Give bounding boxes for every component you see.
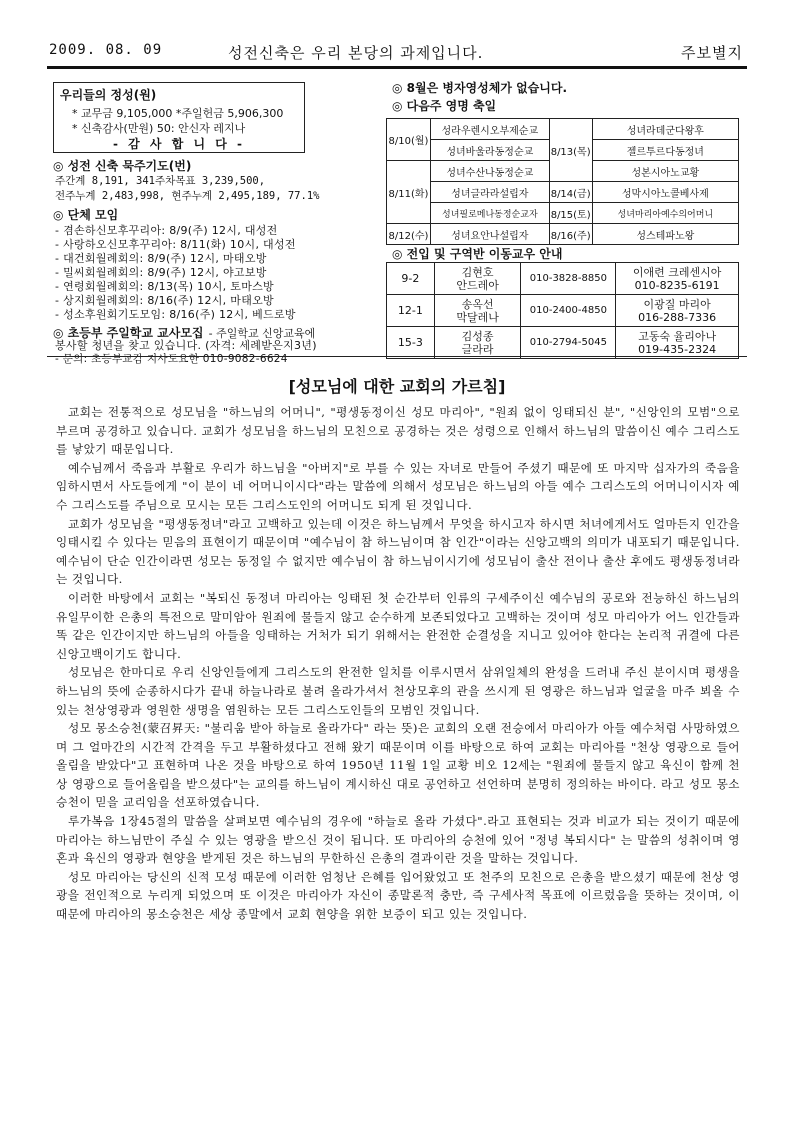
prayer-title: ◎ 성전 신축 묵주기도(번) xyxy=(53,159,192,173)
transfer-name xyxy=(434,263,521,295)
bulletin-date: 2009. 08. 09 xyxy=(49,42,163,58)
article-paragraph: 교회가 성모님을 "평생동정녀"라고 고백하고 있는데 이것은 하느님께서 무엇을 하시고자 하시면 처녀에게서도 얼마든지 인간을 잉태시킬 수 있다는 믿음의 표현이기 때문이며 "예수님이 참 하느님이며 참 인간"이라는 신앙고백의 의미가 내포되기 때문입니다. 예수님이 단순 인간이라면 성모는 동정일 수 없지만 예수님이 참 하느님이시기에 성모님이 출산 전이나 출산 후에도 평생동정녀라는 것입니다. xyxy=(56,516,740,587)
article-body xyxy=(56,403,740,924)
publication-name: 주보별지 xyxy=(681,44,743,62)
transfer-info xyxy=(616,263,739,295)
transfer-info xyxy=(616,327,739,359)
sunday-school-title: ◎ 초등부 주일학교 교사모집 xyxy=(53,326,204,340)
article-paragraph: 성모님은 한마디로 우리 신앙인들에게 그리스도의 완전한 일치를 이루시면서 삼위일체의 완성을 드러내 주신 분이시며 평생을 하느님의 뜻에 순종하시다가 끝내 하늘나라로 불려 올라가셔서 천상모후의 관을 쓰시게 된 영광은 하느님과 얼굴을 마주 뵈올 수 있는 천상영광과 영원한 생명을 염원하는 모든 그리스도인들의 모범인 것입니다. xyxy=(56,665,740,717)
transfer-title: ◎ 전입 및 구역반 이동교우 안내 xyxy=(392,247,563,261)
table-row xyxy=(387,182,739,203)
offering-thanks: - 감 사 합 니 다 - xyxy=(113,137,245,151)
feast-saint: 성스테파노왕 xyxy=(592,224,738,245)
feast-day-table xyxy=(386,118,739,245)
transfer-name xyxy=(434,327,521,359)
group-meeting-item: - 밀씨회월례회의: 8/9(주) 12시, 야고보방 xyxy=(55,266,267,279)
transfer-info-line: 이애련 크레센시아 xyxy=(632,265,722,279)
header-slogan: 성전신축은 우리 본당의 과제입니다. xyxy=(228,44,484,62)
transfer-phone: 010-2400-4850 xyxy=(521,295,616,327)
transfer-phone: 010-2794-5045 xyxy=(521,327,616,359)
feast-saint: 성녀바울라동정순교 xyxy=(430,140,549,161)
feast-saint: 젤르투르다동정녀 xyxy=(592,140,738,161)
transfer-name-line: 김현호 xyxy=(461,265,494,279)
feast-saint: 성녀필로메나동정순교자 xyxy=(430,203,549,224)
transfer-info-line: 016-288-7336 xyxy=(638,310,717,324)
offering-box xyxy=(53,82,305,153)
transfer-info-line: 010-8235-6191 xyxy=(634,278,720,292)
article-title: [성모님에 대한 교회의 가르침] xyxy=(288,377,506,396)
sunday-school-contact: - 문의: 초등부교감 지사도요한 010-9082-6624 xyxy=(55,353,288,365)
feast-date: 8/10(월) xyxy=(387,119,431,161)
group-meeting-item: - 사랑하오신모후꾸리아: 8/11(화) 10시, 대성전 xyxy=(55,238,296,251)
transfer-area: 12-1 xyxy=(387,295,435,327)
feast-date: 8/16(주) xyxy=(549,224,592,245)
article-paragraph: 교회는 전통적으로 성모님을 "하느님의 어머니", "평생동정이신 성모 마리아", "원죄 없이 잉태되신 분", "신앙인의 모범"으로 부르며 공경하고 있습니다. 교회가 성모님을 하느님의 모친으로 공경하는 것은 성령으로 인해서 하느님의 말씀이신 예수 그리스도를 낳았기 때문입니다. xyxy=(56,405,740,457)
transfer-phone: 010-3828-8850 xyxy=(521,263,616,295)
article-paragraph: 예수님께서 죽음과 부활로 우리가 하느님을 "아버지"로 부를 수 있는 자녀로 만들어 주셨기 때문에 또 마지막 십자가의 죽음을 임하시면서 사도들에게 "이 분이 네 어머니이시다"라는 말씀에 의해서 성모님은 하느님의 아들 예수 그리스도의 어머니이시자 예수 그리스도를 주님으로 모시는 모든 그리스도인의 어머니도 되게 된 것입니다. xyxy=(56,460,740,512)
offering-title: 우리들의 정성(원) xyxy=(60,88,157,102)
feast-date: 8/14(금) xyxy=(549,182,592,203)
table-row xyxy=(387,295,739,327)
transfer-info xyxy=(616,295,739,327)
table-row xyxy=(387,203,739,224)
article-paragraph: 이러한 바탕에서 교회는 "복되신 동정녀 마리아는 잉태된 첫 순간부터 인류의 구세주이신 예수님의 공로와 전능하신 하느님의 유일무이한 은총의 특전으로 말미암아 원죄에 물들지 않고 순수하게 보존되었다고 고백하는 것이며 성모 마리아가 어느 인간들과 똑 같은 인간이지만 하느님의 아들을 잉태하는 거처가 되기 위해서는 완전한 순결성을 지니고 있어야 한다는 논리적 귀결에 다른 신앙고백이기도 합니다. xyxy=(56,590,740,661)
section-divider xyxy=(47,356,747,357)
feast-saint: 성녀마리아예수의어머니 xyxy=(592,203,738,224)
transfer-name-line: 막달레나 xyxy=(456,310,499,324)
feast-saint: 성녀글라라설립자 xyxy=(430,182,549,203)
transfer-name-line: 글라라 xyxy=(461,342,494,356)
prayer-line-1: 주간계 8,191, 341주차목표 3,239,500, xyxy=(55,175,266,187)
prayer-line-2: 전주누계 2,483,998, 현주누계 2,495,189, 77.1% xyxy=(55,190,320,202)
offering-line-2: * 신축감사(만원) 50: 안신자 레지나 xyxy=(72,122,246,135)
feast-date: 8/15(토) xyxy=(549,203,592,224)
feast-saint: 성본시아노교황 xyxy=(592,161,738,182)
header-rule xyxy=(47,66,747,69)
article-paragraph: 성모 마리아는 당신의 신적 모성 때문에 이러한 엄청난 은혜를 입어왔었고 또 천주의 모친으로 은총을 받으셨기 때문에 천상 영광을 전인적으로 누리게 되었으며 또 이것은 마리아가 자신이 종말론적 충만, 즉 구세사적 목표에 이르렀음을 뜻하는 것이며, 이 때문에 마리아의 몽소승천은 세상 종말에서 교회 현양을 위한 보증이 되고 있는 것입니다. xyxy=(56,869,740,922)
table-row xyxy=(387,263,739,295)
sunday-school-line-2: 봉사할 청년을 찾고 있습니다. (자격: 세례받은지3년) xyxy=(55,339,317,352)
transfer-name-line: 송옥선 xyxy=(461,297,494,311)
transfer-name-line: 김성종 xyxy=(461,329,494,343)
table-row xyxy=(387,119,739,140)
feast-date: 8/12(수) xyxy=(387,224,431,245)
no-sick-communion-notice: ◎ 8월은 병자영성체가 없습니다. xyxy=(392,81,568,95)
transfer-area: 9-2 xyxy=(387,263,435,295)
article-paragraph: 루가복음 1장45절의 말씀을 살펴보면 예수님의 경우에 "하늘로 올라 가셨다".라고 표현되는 것과 비교가 되는 것이기 때문에 마리아는 하느님만이 주실 수 있는 영광을 받으신 것이 됩니다. 또 마리아의 승천에 있어 "정녕 복되시다" 는 말씀의 성취이며 영혼과 육신의 영광과 현양을 받게된 것은 하느님의 무한하신 은총의 결과이란 것을 말하는 것입니다. xyxy=(56,814,741,866)
group-meeting-item: - 대건회월례회의: 8/9(주) 12시, 마태오방 xyxy=(55,252,267,265)
feast-saint: 성막시아노콜베사제 xyxy=(592,182,738,203)
transfer-info-line: 고동숙 율리아나 xyxy=(638,329,717,343)
groups-title: ◎ 단체 모임 xyxy=(53,208,119,222)
article-paragraph: 성모 몽소승천(蒙召昇天: "불리움 받아 하늘로 올라가다" 라는 뜻)은 교회의 오랜 전승에서 마리아가 아들 예수처럼 사망하였으며 그 얼마간의 시간적 간격을 두고 부활하셨다고 전해 왔기 때문이며 이를 바탕으로 하여 교회는 마리아를 "천상 영광으로 들어올림을 받았다"고 표현하며 나온 것을 바탕으로 하여 1950년 11월 1일 교황 비오 12세는 "원죄에 물들지 않고 육신이 함께 천상 영광으로 들어올림을 받으셨다"는 교의를 하느님이 계시하신 대로 공언하고 선언하며 분명히 정의하는 바이다. 라고 성모 몽소승천이 믿을 교리임을 선포하였습니다. xyxy=(56,721,740,810)
offering-line-1: * 교무금 9,105,000 *주일헌금 5,906,300 xyxy=(72,107,284,120)
group-meeting-item: - 상지회월례회의: 8/16(주) 12시, 마태오방 xyxy=(55,294,274,307)
transfer-info-line: 이광질 마리아 xyxy=(643,297,711,311)
sunday-school-suffix: - 주일학교 신앙교육에 xyxy=(208,327,316,340)
feast-saint: 성녀요안나설립자 xyxy=(430,224,549,245)
feast-date: 8/13(목) xyxy=(549,119,592,182)
feast-saint: 성녀라데군다왕후 xyxy=(592,119,738,140)
transfer-name-line: 안드레아 xyxy=(456,278,499,292)
table-row xyxy=(387,224,739,245)
group-meeting-item: - 겸손하신모후꾸리아: 8/9(주) 12시, 대성전 xyxy=(55,224,278,237)
feast-saint: 성라우렌시오부제순교 xyxy=(430,119,549,140)
transfer-name xyxy=(434,295,521,327)
page-header xyxy=(47,40,747,64)
transfer-area: 15-3 xyxy=(387,327,435,359)
feast-saint: 성녀수산나동정순교 xyxy=(430,161,549,182)
table-row xyxy=(387,327,739,359)
group-meeting-item: - 성소후원회기도모임: 8/16(주) 12시, 베드로방 xyxy=(55,308,296,321)
group-meeting-item: - 연령회월례회의: 8/13(목) 10시, 토마스방 xyxy=(55,280,274,293)
feast-date: 8/11(화) xyxy=(387,161,431,224)
transfer-table xyxy=(386,262,739,359)
feast-day-title: ◎ 다음주 영명 축일 xyxy=(392,99,497,113)
transfer-info-line: 019-435-2324 xyxy=(638,342,717,356)
